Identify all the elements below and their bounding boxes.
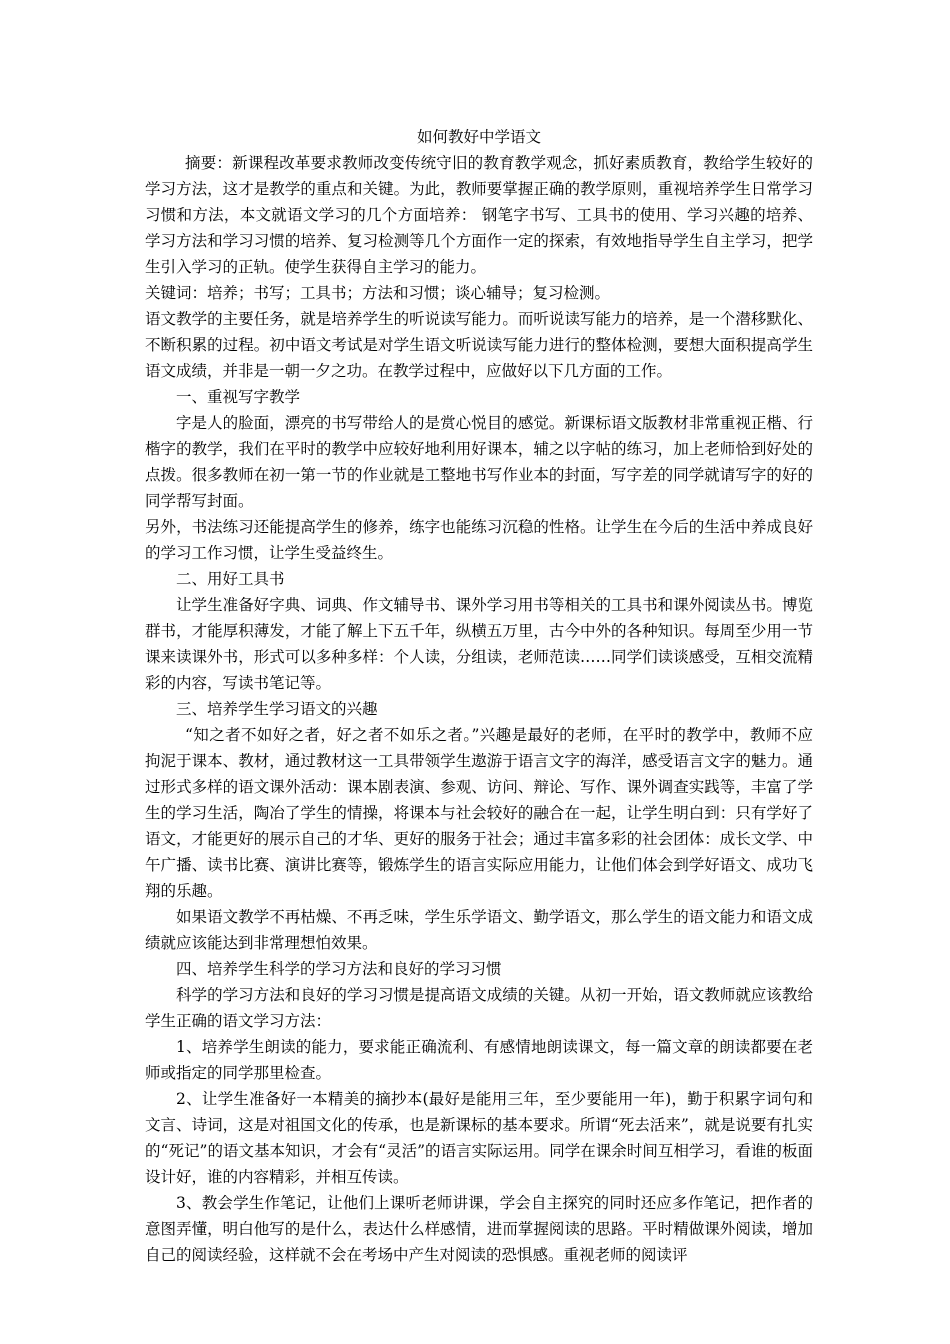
section-heading-1: 一、重视写字教学 [176, 388, 301, 406]
document-title: 如何教好中学语文 [416, 128, 541, 146]
section-heading-3: 三、培养学生学习语文的兴趣 [176, 700, 378, 718]
section4-item-1: 1、培养学生朗读的能力，要求能正确流利、有感情地朗读课文，每一篇文章的朗读都要在老师或指定的同学那里检查。 [145, 1038, 813, 1082]
keywords-line: 关键词：培养；书写；工具书；方法和习惯；谈心辅导；复习检测。 [145, 284, 611, 302]
section4-item-2: 2、让学生准备好一本精美的摘抄本(最好是能用三年，至少要能用一年)，勤于积累字词句和文言、诗词，这是对祖国文化的传承，也是新课标的基本要求。所谓“死去活来”，就是说要有扎实的“死记”的语文基本知识，才会有“灵活”的语言实际运用。同学在课余时间互相学习，看谁的板面设计好，谁的内容精彩，并相互传读。 [145, 1090, 813, 1186]
abstract-paragraph: 摘要：新课程改革要求教师改变传统守旧的教育教学观念，抓好素质教育，教给学生较好的学习方法，这才是教学的重点和关键。为此，教师要掌握正确的教学原则，重视培养学生日常学习习惯和方法，本文就语文学习的几个方面培养： 钢笔字书写、工具书的使用、学习兴趣的培养、学习方法和学习习惯的培养、复习检测等几个方面作一定的探索，有效地指导学生自主学习，把学生引入学习的正轨。使学生获得自主学习的能力。 [145, 154, 813, 276]
section1-paragraph-2: 另外，书法练习还能提高学生的修养，练字也能练习沉稳的性格。让学生在今后的生活中养成良好的学习工作习惯，让学生受益终生。 [145, 518, 813, 562]
section3-paragraph-2: 如果语文教学不再枯燥、不再乏味，学生乐学语文、勤学语文，那么学生的语文能力和语文成绩就应该能达到非常理想怕效果。 [145, 908, 813, 952]
section4-item-3: 3、教会学生作笔记，让他们上课听老师讲课，学会自主探究的同时还应多作笔记，把作者的意图弄懂，明白他写的是什么，表达什么样感情，进而掌握阅读的思路。平时精做课外阅读，增加自己的阅读经验，这样就不会在考场中产生对阅读的恐惧感。重视老师的阅读评 [145, 1194, 813, 1264]
section-heading-4: 四、培养学生科学的学习方法和良好的学习习惯 [176, 960, 502, 978]
section2-paragraph-1: 让学生准备好字典、词典、作文辅导书、课外学习用书等相关的工具书和课外阅读丛书。博览群书，才能厚积薄发，才能了解上下五千年，纵横五万里，古今中外的各种知识。每周至少用一节课来读课外书，形式可以多种多样：个人读，分组读，老师范读……同学们读谈感受，互相交流精彩的内容，写读书笔记等。 [145, 596, 813, 692]
section3-paragraph-1: “知之者不如好之者，好之者不如乐之者。”兴趣是最好的老师，在平时的教学中，教师不应拘泥于课本、教材，通过教材这一工具带领学生遨游于语言文字的海洋，感受语言文字的魅力。通过形式多样的语文课外活动：课本剧表演、参观、访问、辩论、写作、课外调查实践等，丰富了学生的学习生活，陶冶了学生的情操，将课本与社会较好的融合在一起，让学生明白到：只有学好了语文，才能更好的展示自己的才华、更好的服务于社会；通过丰富多彩的社会团体：成长文学、中午广播、读书比赛、演讲比赛等，锻炼学生的语言实际应用能力，让他们体会到学好语文、成功飞翔的乐趣。 [145, 726, 813, 900]
section1-paragraph-1: 字是人的脸面，漂亮的书写带给人的是赏心悦目的感觉。新课标语文版教材非常重视正楷、行楷字的教学，我们在平时的教学中应较好地利用好课本，辅之以字帖的练习，加上老师恰到好处的点拨。很多教师在初一第一节的作业就是工整地书写作业本的封面，写字差的同学就请写字的好的同学帮写封面。 [145, 414, 813, 510]
section4-paragraph-1: 科学的学习方法和良好的学习习惯是提高语文成绩的关键。从初一开始，语文教师就应该教给学生正确的语文学习方法： [145, 986, 813, 1030]
document-page [145, 124, 813, 1268]
section-heading-2: 二、用好工具书 [176, 570, 285, 588]
intro-paragraph: 语文教学的主要任务，就是培养学生的听说读写能力。而听说读写能力的培养，是一个潜移默化、不断积累的过程。初中语文考试是对学生语文听说读写能力进行的整体检测，要想大面积提高学生语文成绩，并非是一朝一夕之功。在教学过程中，应做好以下几方面的工作。 [145, 310, 813, 380]
